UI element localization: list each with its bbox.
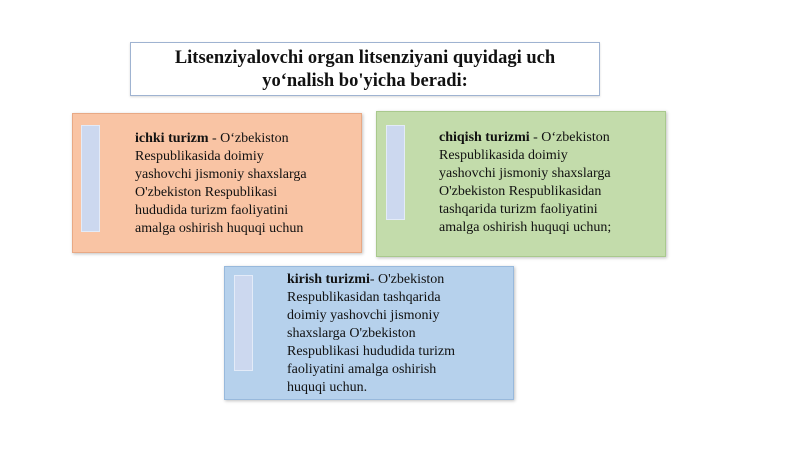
- card-term: chiqish turizmi: [439, 130, 530, 145]
- card-marker: [234, 275, 253, 371]
- card-line: O'zbekiston Respublikasidan: [439, 184, 602, 199]
- card-line: - O‘zbekiston: [529, 130, 610, 145]
- card-line: Respublikasida doimiy: [135, 149, 264, 164]
- card-line: doimiy yashovchi jismoniy: [287, 308, 440, 323]
- card-marker: [386, 125, 405, 220]
- card-term: ichki turizm: [135, 131, 209, 146]
- card-line: faoliyatini amalga oshirish: [287, 362, 437, 377]
- card-line: hududida turizm faoliyatini: [135, 203, 289, 218]
- card-line: Respublikasi hududida turizm: [287, 344, 455, 359]
- card-line: yashovchi jismoniy shaxslarga: [439, 166, 611, 181]
- card-text: [439, 129, 661, 237]
- diagram-title: [130, 42, 600, 96]
- card-chiqish-turizmi: [376, 111, 666, 257]
- card-line: yashovchi jismoniy shaxslarga: [135, 167, 307, 182]
- card-line: Respublikasida doimiy: [439, 148, 568, 163]
- card-line: tashqarida turizm faoliyatini: [439, 202, 598, 217]
- card-line: O'zbekiston Respublikasi: [135, 185, 278, 200]
- card-line: amalga oshirish huquqi uchun: [135, 221, 304, 236]
- card-marker: [81, 125, 100, 232]
- title-line-2: yo‘nalish bo'yicha beradi:: [262, 71, 468, 91]
- card-line: huquqi uchun.: [287, 380, 368, 395]
- card-term: kirish turizmi: [287, 272, 370, 287]
- card-line: amalga oshirish huquqi uchun;: [439, 220, 612, 235]
- card-line: - O‘zbekiston: [208, 131, 289, 146]
- card-line: shaxslarga O'zbekiston: [287, 326, 416, 341]
- card-line: - O'zbekiston: [369, 272, 445, 287]
- card-ichki-turizm: [72, 113, 362, 253]
- card-kirish-turizmi: [224, 266, 514, 400]
- card-text: [135, 130, 355, 238]
- title-line-1: Litsenziyalovchi organ litsenziyani quyidagi uch: [174, 48, 556, 68]
- card-line: Respublikasidan tashqarida: [287, 290, 441, 305]
- card-text: [287, 271, 509, 397]
